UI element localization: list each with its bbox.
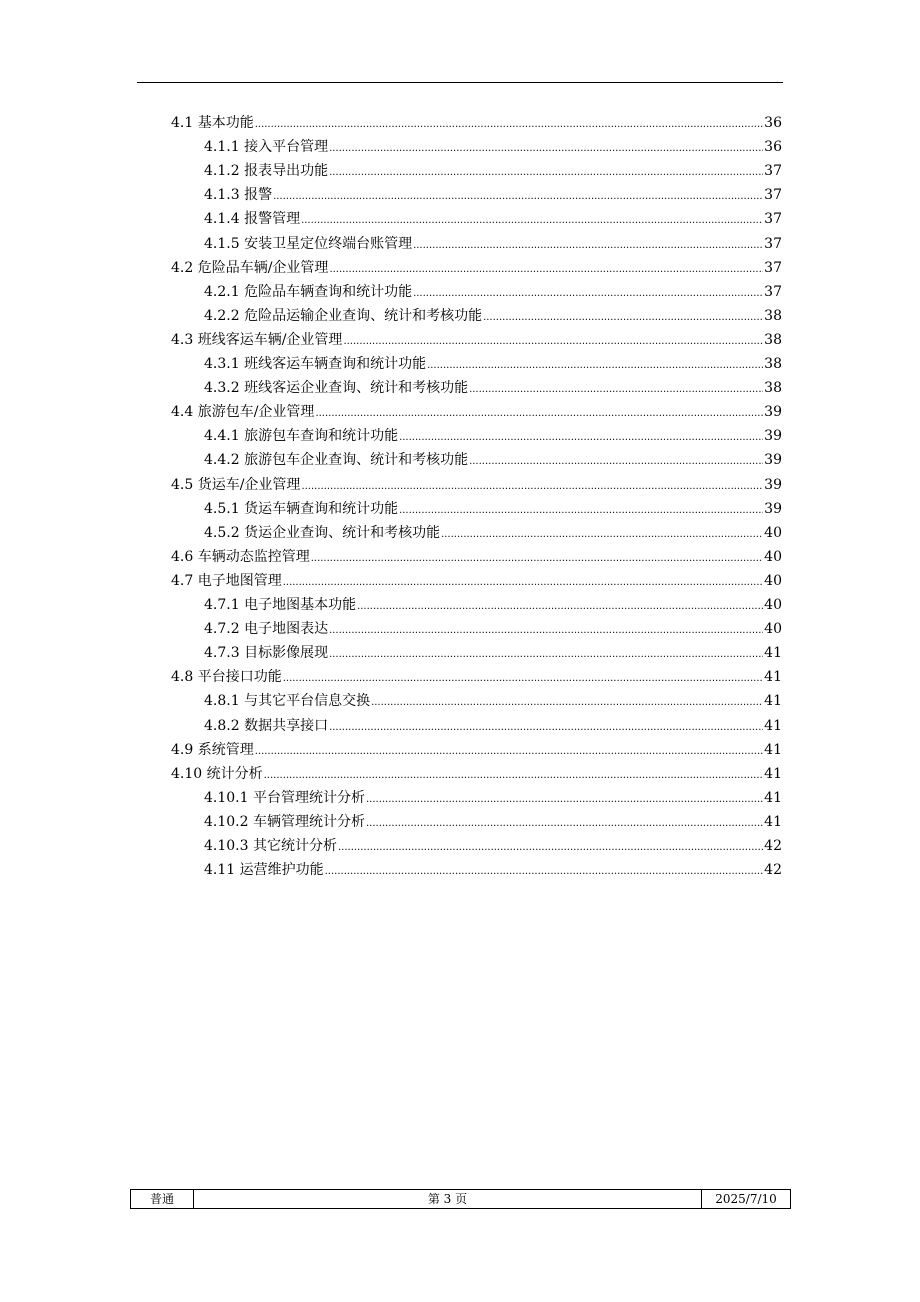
- toc-entry-label: 4.7.2 电子地图表达: [204, 621, 329, 638]
- toc-entry-page: 37: [764, 235, 782, 252]
- toc-entry-page: 37: [764, 163, 782, 180]
- toc-entry-page: 38: [764, 307, 782, 324]
- toc-dot-leader: [366, 790, 763, 810]
- toc-dot-leader: [315, 404, 763, 424]
- toc-entry-page: 38: [764, 331, 782, 348]
- toc-dot-leader: [329, 718, 763, 738]
- toc-dot-leader: [413, 284, 763, 304]
- toc-dot-leader: [283, 669, 763, 689]
- toc-entry[interactable]: [204, 716, 782, 736]
- toc-entry-label: 4.2.1 危险品车辆查询和统计功能: [204, 283, 413, 300]
- toc-entry-label: 4.5.1 货运车辆查询和统计功能: [204, 500, 399, 517]
- toc-entry-label: 4.2 危险品车辆/企业管理: [171, 259, 329, 276]
- toc-dot-leader: [483, 308, 763, 328]
- toc-entry-page: 40: [764, 548, 782, 565]
- header-rule: [137, 82, 783, 83]
- toc-entry-page: 36: [764, 115, 782, 131]
- footer-date: 2025/7/10: [715, 1192, 777, 1206]
- toc-entry[interactable]: [204, 282, 782, 302]
- toc-entry-page: 39: [764, 476, 782, 493]
- toc-entry[interactable]: [171, 402, 782, 422]
- toc-dot-leader: [427, 356, 763, 376]
- toc-entry-page: 41: [764, 789, 782, 806]
- toc-dot-leader: [329, 260, 763, 280]
- toc-dot-leader: [357, 597, 763, 617]
- toc-entry-page: 39: [764, 500, 782, 517]
- toc-entry-label: 4.1.1 接入平台管理: [204, 139, 329, 156]
- toc-entry-page: 41: [764, 765, 782, 782]
- toc-entry-page: 39: [764, 452, 782, 469]
- toc-entry[interactable]: [171, 764, 782, 784]
- toc-entry-page: 41: [764, 669, 782, 686]
- toc-entry-label: 4.10.2 车辆管理统计分析: [204, 813, 365, 830]
- footer-classification: 普通: [131, 1190, 194, 1208]
- toc-entry-label: 4.11 运营维护功能: [204, 862, 324, 879]
- toc-entry[interactable]: [204, 523, 782, 543]
- toc-dot-leader: [366, 814, 763, 834]
- toc-entry[interactable]: [171, 571, 782, 591]
- toc-entry[interactable]: [204, 209, 782, 229]
- toc-dot-leader: [469, 380, 763, 400]
- toc-entry-label: 4.8 平台接口功能: [171, 669, 282, 686]
- toc-entry-page: 42: [764, 838, 782, 854]
- toc-entry-page: 41: [764, 717, 782, 734]
- toc-entry-page: 39: [764, 428, 782, 445]
- toc-entry-label: 4.6 车辆动态监控管理: [171, 548, 310, 565]
- footer-page-number: 第 3 页: [194, 1190, 702, 1208]
- toc-dot-leader: [311, 549, 763, 569]
- toc-entry[interactable]: [204, 812, 782, 832]
- toc-entry-page: 39: [764, 404, 782, 421]
- toc-entry[interactable]: [204, 788, 782, 808]
- toc-entry-label: 4.10.3 其它统计分析: [204, 838, 337, 854]
- toc-entry[interactable]: [171, 475, 782, 495]
- toc-dot-leader: [301, 477, 763, 497]
- toc-entry-page: 41: [764, 741, 782, 758]
- toc-entry-page: 41: [764, 813, 782, 830]
- toc-dot-leader: [301, 211, 763, 231]
- toc-entry-page: 37: [764, 259, 782, 276]
- toc-entry[interactable]: [204, 619, 782, 639]
- toc-entry[interactable]: [204, 185, 782, 205]
- toc-entry-page: 40: [764, 572, 782, 589]
- toc-entry-label: 4.7.3 目标影像展现: [204, 645, 329, 662]
- toc-dot-leader: [255, 742, 763, 762]
- toc-dot-leader: [325, 862, 764, 882]
- toc-entry-page: 38: [764, 356, 782, 372]
- toc-entry-page: 40: [764, 597, 782, 613]
- toc-entry[interactable]: [171, 258, 782, 278]
- toc-entry[interactable]: [171, 667, 782, 687]
- toc-dot-leader: [329, 621, 763, 641]
- toc-entry-label: 4.2.2 危险品运输企业查询、统计和考核功能: [204, 307, 483, 324]
- toc-entry-label: 4.3.1 班线客运车辆查询和统计功能: [204, 356, 427, 372]
- toc-dot-leader: [329, 645, 763, 665]
- toc-entry-label: 4.7 电子地图管理: [171, 572, 282, 589]
- toc-dot-leader: [273, 187, 763, 207]
- toc-dot-leader: [371, 693, 763, 713]
- toc-entry[interactable]: [204, 306, 782, 326]
- toc-dot-leader: [441, 525, 763, 545]
- toc-entry-label: 4.9 系统管理: [171, 741, 254, 758]
- toc-entry-page: 40: [764, 621, 782, 638]
- toc-entry-label: 4.1 基本功能: [171, 115, 254, 131]
- toc-dot-leader: [343, 332, 763, 352]
- toc-entry[interactable]: [204, 450, 782, 470]
- toc-dot-leader: [399, 428, 763, 448]
- toc-dot-leader: [264, 766, 764, 786]
- toc-entry[interactable]: [171, 330, 782, 350]
- toc-dot-leader: [338, 838, 763, 858]
- toc-entry-label: 4.5 货运车/企业管理: [171, 476, 301, 493]
- toc-entry[interactable]: [204, 643, 782, 663]
- toc-entry-page: 37: [764, 187, 782, 204]
- toc-entry-label: 4.4.1 旅游包车查询和统计功能: [204, 428, 399, 445]
- toc-dot-leader: [255, 115, 763, 135]
- toc-entry-label: 4.1.3 报警: [204, 187, 273, 204]
- toc-entry-page: 42: [764, 862, 782, 879]
- toc-dot-leader: [399, 501, 763, 521]
- toc-entry[interactable]: [204, 378, 782, 398]
- toc-entry[interactable]: [171, 740, 782, 760]
- toc-entry-page: 40: [764, 524, 782, 541]
- toc-entry-page: 36: [764, 139, 782, 156]
- page-footer: [130, 1189, 791, 1209]
- toc-dot-leader: [413, 236, 763, 256]
- toc-entry[interactable]: [171, 113, 782, 133]
- toc-entry-page: 41: [764, 693, 782, 710]
- toc-dot-leader: [329, 163, 763, 183]
- toc-entry[interactable]: [204, 161, 782, 181]
- toc-entry-label: 4.1.2 报表导出功能: [204, 163, 329, 180]
- toc-entry-label: 4.3 班线客运车辆/企业管理: [171, 331, 343, 348]
- toc-entry-label: 4.10 统计分析: [171, 765, 263, 782]
- toc-entry-label: 4.8.1 与其它平台信息交换: [204, 693, 371, 710]
- toc-dot-leader: [469, 452, 763, 472]
- toc-entry-label: 4.1.4 报警管理: [204, 211, 301, 228]
- toc-dot-leader: [329, 139, 763, 159]
- toc-entry[interactable]: [204, 860, 782, 880]
- toc-entry[interactable]: [171, 547, 782, 567]
- toc-entry-page: 37: [764, 211, 782, 228]
- toc-entry[interactable]: [204, 426, 782, 446]
- toc-entry-label: 4.4 旅游包车/企业管理: [171, 404, 315, 421]
- toc-entry-label: 4.1.5 安装卫星定位终端台账管理: [204, 235, 413, 252]
- toc-entry-label: 4.3.2 班线客运企业查询、统计和考核功能: [204, 380, 469, 397]
- toc-entry[interactable]: [204, 836, 782, 856]
- toc-entry[interactable]: [204, 595, 782, 615]
- toc-dot-leader: [283, 573, 763, 593]
- toc-entry[interactable]: [204, 691, 782, 711]
- toc-entry-label: 4.5.2 货运企业查询、统计和考核功能: [204, 524, 441, 541]
- toc-entry-page: 41: [764, 645, 782, 662]
- toc-entry-label: 4.7.1 电子地图基本功能: [204, 597, 357, 613]
- toc-entry-label: 4.4.2 旅游包车企业查询、统计和考核功能: [204, 452, 469, 469]
- toc-entry-page: 37: [764, 283, 782, 300]
- toc-entry-label: 4.8.2 数据共享接口: [204, 717, 329, 734]
- toc-entry[interactable]: [204, 137, 782, 157]
- toc-entry[interactable]: [204, 234, 782, 254]
- toc-entry-page: 38: [764, 380, 782, 397]
- toc-entry[interactable]: [204, 499, 782, 519]
- toc-entry[interactable]: [204, 354, 782, 374]
- toc-entry-label: 4.10.1 平台管理统计分析: [204, 789, 365, 806]
